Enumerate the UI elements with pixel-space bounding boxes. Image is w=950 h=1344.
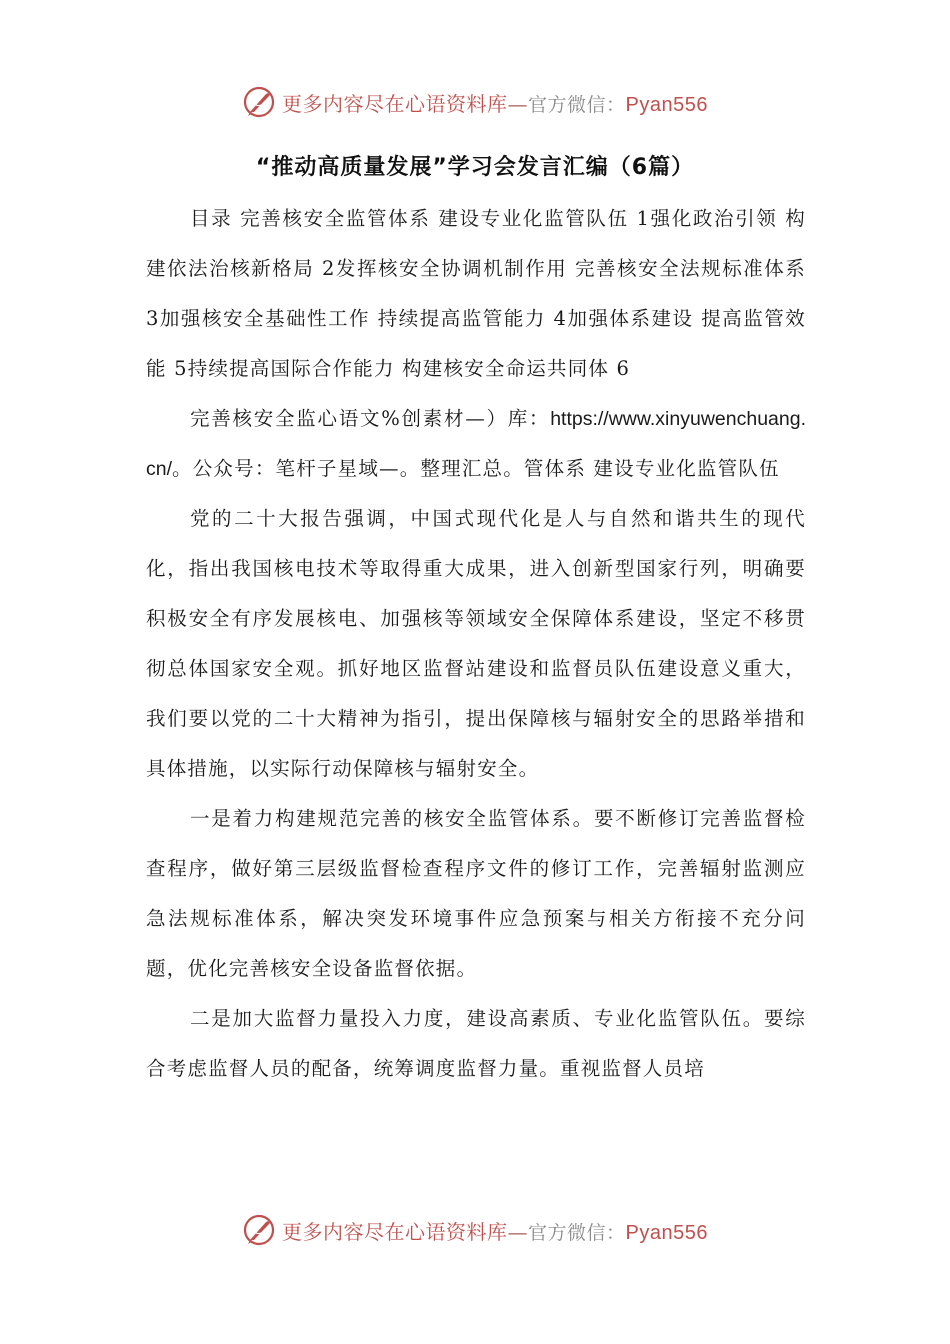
section-heading-prefix: 完善核安全监心语文%创素材—）库：: [190, 407, 551, 430]
banner-text: [282, 1216, 708, 1245]
quill-pen-icon: [242, 85, 276, 119]
document-title: “推动高质量发展”学习会发言汇编（6篇）: [255, 155, 695, 180]
header-banner: [0, 80, 950, 124]
banner-wechat-id: Pyan556: [625, 93, 708, 116]
source-url: https://www.xinyuwenchuang.cn/: [146, 408, 806, 480]
banner-official-label: 官方微信：: [528, 93, 626, 116]
section-heading: [146, 394, 806, 494]
banner-wechat-id: Pyan556: [625, 1221, 708, 1244]
banner-main-text: 更多内容尽在心语资料库: [282, 91, 508, 116]
banner-main-text: 更多内容尽在心语资料库: [282, 1219, 508, 1244]
quill-pen-icon: [242, 1213, 276, 1247]
body-paragraph: 二是加大监督力量投入力度，建设高素质、专业化监管队伍。要综合考虑监督人员的配备，统筹调度监督力量。重视监督人员培: [146, 1007, 806, 1080]
section-heading-suffix: 。公众号：笔杆子星域—。整理汇总。管体系 建设专业化监管队伍: [172, 457, 780, 480]
banner-dash: —: [507, 1219, 528, 1244]
banner-official-label: 官方微信：: [528, 1221, 626, 1244]
body-paragraph: 党的二十大报告强调，中国式现代化是人与自然和谐共生的现代化，指出我国核电技术等取得重大成果，进入创新型国家行列，明确要积极安全有序发展核电、加强核等领域安全保障体系建设，坚定不移贯彻总体国家安全观。抓好地区监督站建设和监督员队伍建设意义重大，我们要以党的二十大精神为指引，提出保障核与辐射安全的思路举措和具体措施，以实际行动保障核与辐射安全。: [146, 507, 806, 780]
banner-dash: —: [507, 91, 528, 116]
document-body: [146, 194, 806, 1094]
footer-banner: [0, 1208, 950, 1252]
banner-text: [282, 88, 708, 117]
table-of-contents: 目录 完善核安全监管体系 建设专业化监管队伍 1强化政治引领 构建依法治核新格局 2发挥核安全协调机制作用 完善核安全法规标准体系 3加强核安全基础性工作 持续提高监管能力 4加强体系建设 提高监管效能 5持续提高国际合作能力 构建核安全命运共同体 6: [146, 207, 806, 380]
body-paragraph: 一是着力构建规范完善的核安全监管体系。要不断修订完善监督检查程序，做好第三层级监督检查程序文件的修订工作，完善辐射监测应急法规标准体系，解决突发环境事件应急预案与相关方衔接不充分问题，优化完善核安全设备监督依据。: [146, 807, 806, 980]
